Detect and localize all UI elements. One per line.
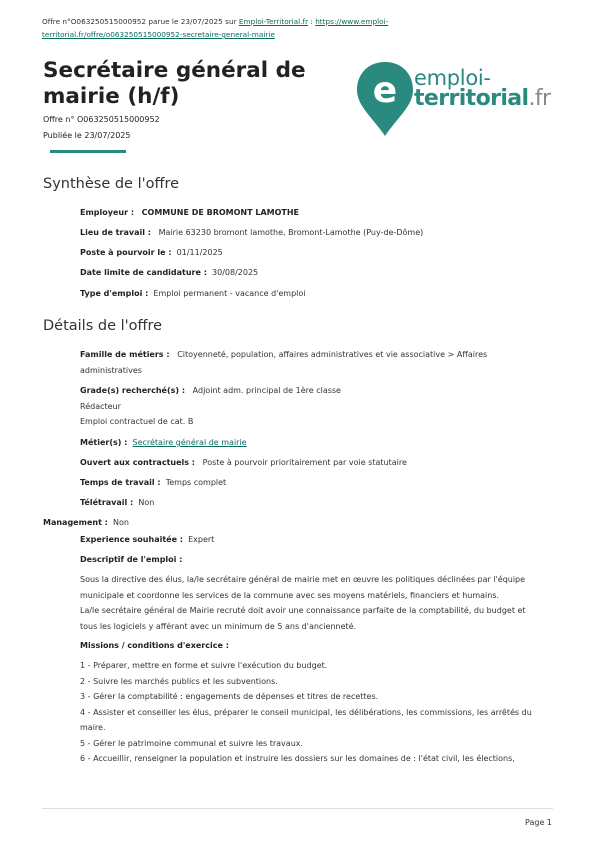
grade-1: Adjoint adm. principal de 1ère classe xyxy=(192,386,341,395)
grades-label: Grade(s) recherché(s) : xyxy=(80,386,186,395)
missions-label: Missions / conditions d'exercice : xyxy=(80,641,229,650)
management-value: Non xyxy=(112,518,129,527)
management-label: Management : xyxy=(43,518,108,527)
poste-label: Poste à pourvoir le : xyxy=(80,248,172,257)
list-item: maire. xyxy=(80,723,106,732)
teletravail-value: Non xyxy=(138,498,155,507)
type-emploi-value: Emploi permanent - vacance d'emploi xyxy=(153,289,306,298)
teletravail-row xyxy=(80,495,550,511)
temps-label: Temps de travail : xyxy=(80,478,161,487)
employeur-value: COMMUNE DE BROMONT LAMOTHE xyxy=(141,208,300,217)
employeur-label: Employeur : xyxy=(80,208,135,217)
lieu-row xyxy=(80,225,550,241)
temps-row xyxy=(80,475,550,491)
offer-url-link-part2[interactable]: territorial.fr/offre/o063250515000952-secretaire-general-mairie xyxy=(42,30,275,39)
type-emploi-row xyxy=(80,286,550,302)
metier-row xyxy=(80,435,550,451)
contractuels-label: Ouvert aux contractuels : xyxy=(80,458,196,467)
list-item: 2 - Suivre les marchés publics et les subventions. xyxy=(80,676,278,686)
descriptif-text xyxy=(80,572,550,634)
lieu-label: Lieu de travail : xyxy=(80,228,151,237)
famille-row xyxy=(80,347,550,378)
title-line-1: Secrétaire général de xyxy=(43,58,306,83)
logo-wordmark xyxy=(414,68,550,110)
synthese-heading: Synthèse de l'offre xyxy=(43,176,180,192)
list-item: 6 - Accueillir, renseigner la population et instruire les dossiers sur les domaines de : l'état civil, les élections, xyxy=(80,754,515,763)
list-item: 3 - Gérer la comptabilité : engagements de dépenses et titres de recettes. xyxy=(80,692,379,701)
grade-3: Emploi contractuel de cat. B xyxy=(80,417,194,426)
logo-line-2 xyxy=(414,88,550,110)
employeur-row xyxy=(80,205,550,221)
experience-label: Experience souhaitée : xyxy=(80,535,183,544)
famille-label: Famille de métiers : xyxy=(80,350,170,359)
source-note xyxy=(42,15,562,41)
footer-divider xyxy=(42,808,553,809)
source-note-sep: : xyxy=(308,17,316,26)
source-note-prefix: Offre n°O063250515000952 parue le 23/07/2025 sur xyxy=(42,17,239,26)
offer-url-link-part1[interactable]: https://www.emploi- xyxy=(315,17,389,26)
title-accent-bar xyxy=(50,150,126,153)
grade-2: Rédacteur xyxy=(80,401,121,411)
metier-label: Métier(s) : xyxy=(80,438,128,447)
contractuels-value: Poste à pourvoir prioritairement par voie statutaire xyxy=(202,458,407,467)
date-limite-value: 30/08/2025 xyxy=(212,268,259,277)
details-heading: Détails de l'offre xyxy=(43,318,163,334)
descriptif-line-3: La/le secrétaire général de Mairie recruté doit avoir une connaissance parfaite de la comptabilité, du budget et xyxy=(80,606,526,615)
descriptif-line-1: Sous la directive des élus, la/le secrétaire général de mairie met en œuvre les politiques déclinées par l'équipe xyxy=(80,575,526,584)
title-line-2: mairie (h/f) xyxy=(43,84,180,109)
list-item: 1 - Préparer, mettre en forme et suivre l'exécution du budget. xyxy=(80,661,328,670)
offer-number: Offre n° O063250515000952 xyxy=(43,115,160,124)
temps-value: Temps complet xyxy=(165,478,227,487)
contractuels-row xyxy=(80,455,550,471)
page-number: Page 1 xyxy=(525,818,552,827)
published-date: Publiée le 23/07/2025 xyxy=(43,131,131,140)
famille-value-line-1: Citoyenneté, population, affaires administratives et vie associative > Affaires xyxy=(177,350,488,359)
list-item: 5 - Gérer le patrimoine communal et suivre les travaux. xyxy=(80,738,304,748)
logo-letter: e xyxy=(372,70,398,111)
page-title xyxy=(43,58,306,110)
lieu-value: Mairie 63230 bromont lamothe, Bromont-Lamothe (Puy-de-Dôme) xyxy=(158,228,424,237)
descriptif-line-4: tous les logiciels y afférant avec un minimum de 5 ans d'ancienneté. xyxy=(80,621,357,631)
type-emploi-label: Type d'emploi : xyxy=(80,289,149,298)
logo-suffix: .fr xyxy=(528,86,551,111)
date-limite-label: Date limite de candidature : xyxy=(80,268,207,277)
grades-row xyxy=(80,383,550,430)
descriptif-label: Descriptif de l'emploi : xyxy=(80,555,183,564)
poste-row xyxy=(80,245,550,261)
management-row xyxy=(43,515,513,531)
logo-line-2-main: territorial xyxy=(414,86,529,111)
missions-list xyxy=(80,658,550,767)
logo-line-1: emploi- xyxy=(414,66,491,90)
experience-value: Expert xyxy=(188,535,215,544)
site-link[interactable]: Emploi-Territorial.fr xyxy=(238,17,309,26)
experience-row xyxy=(80,532,550,548)
metier-link[interactable]: Secrétaire général de mairie xyxy=(132,438,247,447)
teletravail-label: Télétravail : xyxy=(80,498,134,507)
date-limite-row xyxy=(80,265,550,281)
descriptif-line-2: municipale et coordonne les services de la commune avec ses moyens matériels, financiers et humains. xyxy=(80,590,500,600)
famille-value-line-2: administratives xyxy=(80,365,142,375)
poste-value: 01/11/2025 xyxy=(176,248,223,257)
list-item: 4 - Assister et conseiller les élus, préparer le conseil municipal, les délibérations, les commissions, les arrêtés du xyxy=(80,707,532,717)
